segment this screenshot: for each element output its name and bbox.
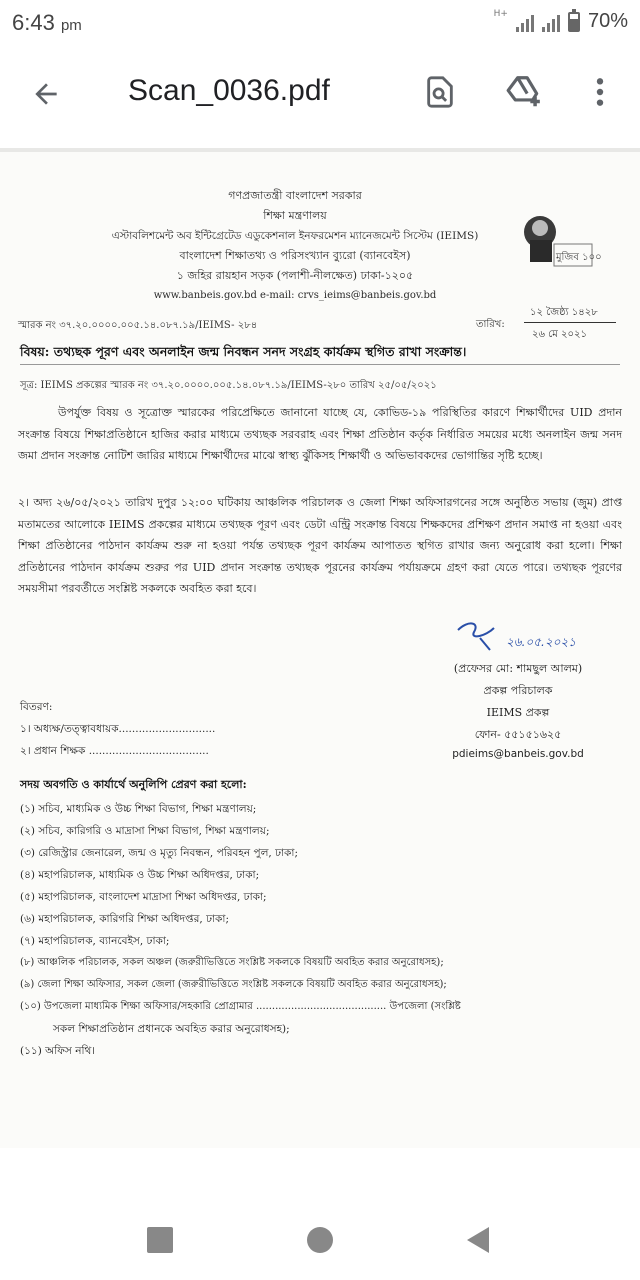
signal-strength-icon [516,12,534,32]
cc-item: (১১) অফিস নথি। [20,1045,96,1057]
signer-phone: ফোন- ৫৫১৫১৬২৫ [474,728,562,741]
signature-image [450,610,620,660]
cc-item: (৬) মহাপরিচালক, কারিগরি শিক্ষা অধিদপ্তর, ঢাকা; [20,913,229,925]
header-line-5: ১ জহির রায়হান সড়ক (পলাশী-নীলক্ষেত) ঢাকা-১২০৫ [176,269,414,282]
logo-text: মুজিব ১০০ [556,252,602,263]
battery-icon [568,12,580,32]
cc-item: (৯) জেলা শিক্ষা অফিসার, সকল জেলা (জরুরীভিত্তিতে সংশ্লিষ্ট সকলকে বিষয়টি অবহিত করার অনুরোধসহ); [20,979,447,990]
find-in-page-icon [423,75,457,109]
recents-square-icon [146,1226,174,1254]
pdf-page[interactable] [0,148,640,1148]
cc-list [20,798,620,1062]
signer-email: pdieims@banbeis.gov.bd [452,748,584,760]
paragraph-1: উপর্যুক্ত বিষয় ও সূত্রোক্ত স্মারকের পরিপ্রেক্ষিতে জানানো যাচ্ছে যে, কোভিড-১৯ পরিস্থিতির কারণে শিক্ষার্থীদের UID প্রদান সংক্রান্ত বিষয়ে শিক্ষাপ্রতিষ্ঠানে হাজির করার মাধ্যমে তথ্যছক সরবরাহ এবং শিক্ষা প্রতিষ্ঠান কর্তৃক নির্ধারিত সময়ের মধ্যে অনলাইন জন্ম সনদ জমা প্রদান সংক্রান্ত নোটিশ জারির মাধ্যমে শিক্ষার্থীদের মাঝে স্বাস্থ্য ঝুঁকিসহ শিক্ষার্থী ও অভিভাবকদের ভোগান্তির সৃষ্টি হচ্ছে। [18,406,622,462]
distribution-label: বিতরণ: [20,701,53,713]
cc-item: (১০) উপজেলা মাধ্যমিক শিক্ষা অফিসার/সহকারি প্রোগ্রামার ......................................... উপজেলা (সংশ্লিষ্ট [20,1001,461,1012]
date-bangla-calendar: ১২ জৈষ্ঠ্য ১৪২৮ [530,307,598,318]
memo-reference: স্মারক নং ৩৭.২০.০০০০.০০৫.১৪.০৮৭.১৯/IEIMS- ২৮৪ [18,320,258,331]
cc-item: (১) সচিব, মাধ্যমিক ও উচ্চ শিক্ষা বিভাগ, শিক্ষা মন্ত্রণালয়; [20,803,257,815]
signer-name: (প্রফেসর মো: শামছুল আলম) [453,662,583,675]
nav-back-button[interactable] [458,1220,498,1260]
reference-sutra: সূত্র: IEIMS প্রকল্পের স্মারক নং ৩৭.২০.০০০০.০০৫.১৪.০৮৭.১৯/IEIMS-২৮০ তারিখ ২৫/০৫/২০২১ [20,380,437,391]
distribution-item-1: ১। অধ্যক্ষ/তত্ত্বাবধায়ক............................. [20,723,216,735]
clock-ampm: pm [60,17,82,34]
more-vert-icon [595,76,605,108]
distribution-item-2: ২। প্রধান শিক্ষক .................................... [20,745,209,757]
battery-percent: 70% [587,10,628,32]
cc-item: (৫) মহাপরিচালক, বাংলাদেশ মাদ্রাসা শিক্ষা অধিদপ্তর, ঢাকা; [20,891,267,903]
cc-item: (৩) রেজিস্ট্রার জেনারেল, জন্ম ও মৃত্যু নিবন্ধন, পরিবহন পুল, ঢাকা; [20,847,298,859]
network-type-label: H+ [493,8,508,19]
mujib-100-logo-icon [516,206,602,268]
signer-org: IEIMS প্রকল্প [486,706,550,719]
subject-underline [20,364,620,365]
cc-item: (৮) আঞ্চলিক পরিচালক, সকল অঞ্চল (জরুরীভিত্তিতে সংশ্লিষ্ট সকলকে বিষয়টি অবহিত করার অনুরোধসহ); [20,957,444,968]
back-button[interactable] [24,72,68,116]
more-options-button[interactable] [578,70,622,114]
subject-line: বিষয়: তথ্যছক পূরণ এবং অনলাইন জন্ম নিবন্ধন সনদ সংগ্রহ কার্যক্রম স্থগিত রাখা সংক্রান্ত। [20,344,467,359]
header-line-1: গণপ্রজাতন্ত্রী বাংলাদেশ সরকার [228,189,362,202]
recents-button[interactable] [140,1220,180,1260]
add-to-drive-button[interactable] [502,70,546,114]
document-title: Scan_0036.pdf [128,74,330,107]
header-line-2: শিক্ষা মন্ত্রণালয় [263,209,327,222]
cc-item: (৪) মহাপরিচালক, মাধ্যমিক ও উচ্চ শিক্ষা অধিদপ্তর, ঢাকা; [20,869,260,881]
status-bar [0,0,640,48]
cc-item: (২) সচিব, কারিগরি ও মাদ্রাসা শিক্ষা বিভাগ, শিক্ষা মন্ত্রণালয়; [20,825,270,837]
find-in-page-button[interactable] [418,70,462,114]
header-line-6: www.banbeis.gov.bd e-mail: crvs_ieims@banbeis.gov.bd [153,290,437,301]
header-line-3: এস্টাবলিশমেন্ট অব ইন্টিগ্রেটেড এডুকেশনাল ইনফরমেশন ম্যানেজমেন্ট সিস্টেম (IEIMS) [111,230,479,242]
home-button[interactable] [300,1220,340,1260]
date-divider [524,322,616,323]
date-english-calendar: ২৬ মে ২০২১ [532,329,587,340]
status-time [12,10,82,36]
cc-title: সদয় অবগতি ও কার্যার্থে অনুলিপি প্রেরণ করা হলো: [20,778,247,791]
home-circle-icon [305,1225,335,1255]
header-line-4: বাংলাদেশ শিক্ষাতথ্য ও পরিসংখ্যান ব্যুরো (ব্যানবেইস) [179,249,411,262]
back-triangle-icon [463,1225,493,1255]
system-nav-bar [0,1190,640,1280]
signal-strength-2-icon [542,12,560,32]
cc-item-continuation: সকল শিক্ষাপ্রতিষ্ঠান প্রধানকে অবহিত করার অনুরোধসহ); [53,1023,290,1035]
clock-time: 6:43 [12,10,55,35]
date-label: তারিখ: [476,319,505,330]
signature-date: ২৬.০৫.২০২১ [506,635,577,649]
arrow-left-icon [30,78,62,110]
app-toolbar [0,48,640,138]
paragraph-2: ২। অদ্য ২৬/০৫/২০২১ তারিখ দুপুর ১২:০০ ঘটিকায় আঞ্চলিক পরিচালক ও জেলা শিক্ষা অফিসারগনের সঙ্গে অনুষ্ঠিত সভায় (জুম) প্রাপ্ত মতামতের আলোকে IEIMS প্রকল্পের মাধ্যমে তথ্যছক পূরণ এবং ডেটা এন্ট্রি সংক্রান্ত বিষয়ে শিক্ষকদের প্রশিক্ষণ প্রদান সমাপ্ত না হওয়া এবং শিক্ষা প্রতিষ্ঠানের পাঠদান কার্যক্রম শুরু না হওয়া পর্যন্ত তথ্যছক পূরণ কার্যক্রম আপাতত স্থগিত রাখার জন্য অনুরোধ করা হলো। শিক্ষা প্রতিষ্ঠানের পাঠদান কার্যক্রম শুরুর পর UID প্রদান সংক্রান্ত তথ্যছক পূরনের কার্যক্রম পর্যায়ক্রমে গ্রহণ করা যেতে পারে। তথ্যছক পূরণের সময়সীমা পরবর্তীতে সংশ্লিষ্ট সকলকে অবহিত করা হবে। [18,496,622,595]
status-icons [494,10,628,33]
cc-item: (৭) মহাপরিচালক, ব্যানবেইস, ঢাকা; [20,935,170,947]
add-to-drive-icon [505,73,543,111]
signer-title: প্রকল্প পরিচালক [483,684,553,697]
